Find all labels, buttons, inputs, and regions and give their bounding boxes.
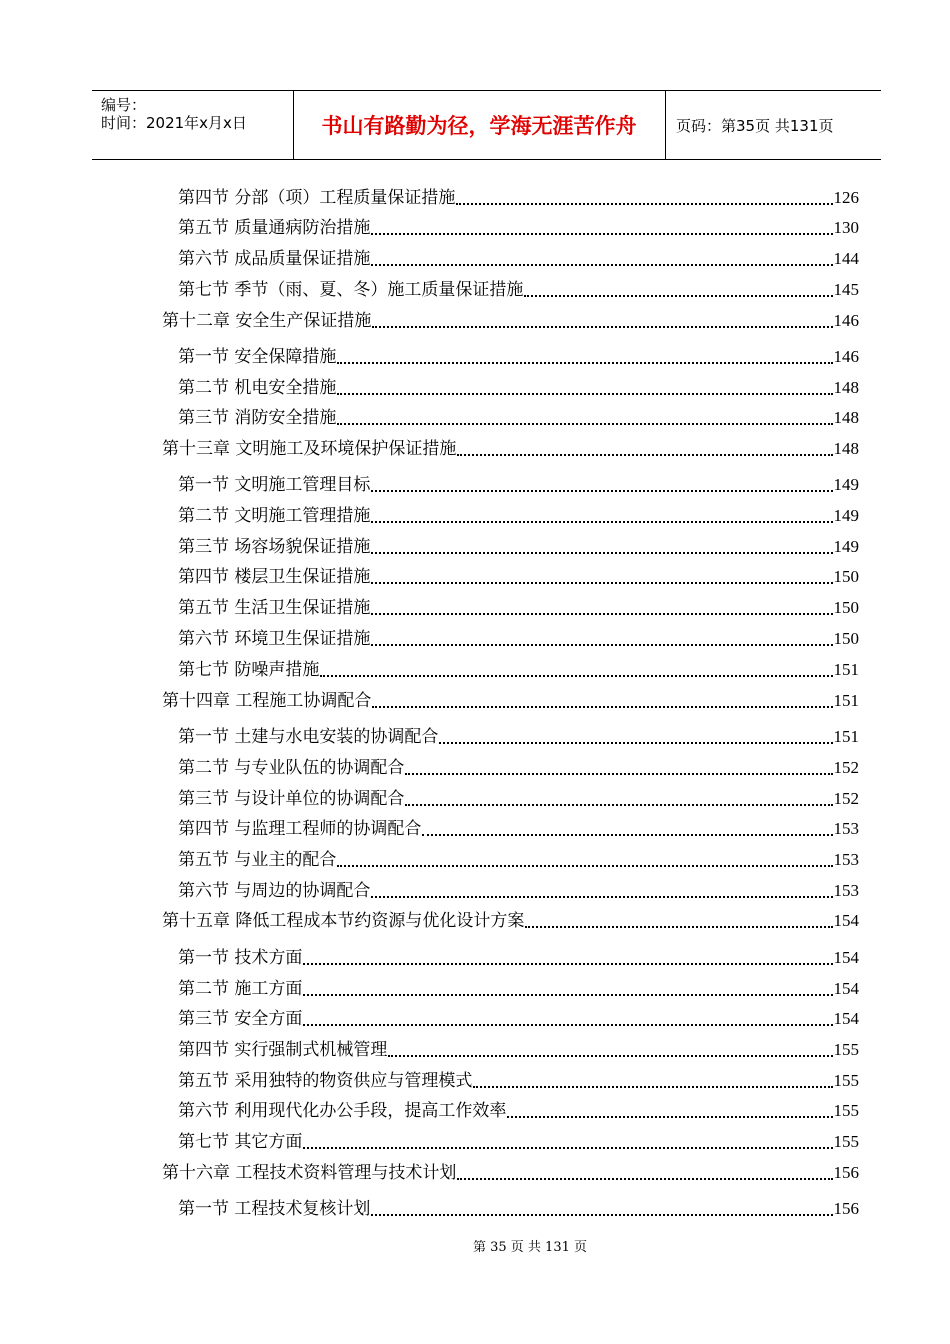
toc-leader-dots [473, 1086, 832, 1088]
toc-section-row[interactable] [178, 596, 859, 620]
toc-leader-dots [337, 393, 832, 395]
toc-leader-dots [405, 773, 832, 775]
footer-page-number: 第 35 页 共 131 页 [472, 1240, 588, 1255]
toc-leader-dots [371, 1214, 832, 1216]
toc-page-number: 153 [833, 881, 859, 900]
toc-entry-title: 第十五章 降低工程成本节约资源与优化设计方案 [162, 911, 525, 931]
toc-leader-dots [337, 362, 832, 364]
toc-entry-title: 第十四章 工程施工协调配合 [162, 691, 372, 711]
toc-leader-dots [303, 1147, 832, 1149]
toc-leader-dots [372, 706, 832, 708]
toc-section-row[interactable] [178, 216, 859, 240]
toc-entry-title: 第五节 与业主的配合 [178, 850, 337, 870]
toc-entry-title: 第六节 与周边的协调配合 [178, 881, 371, 901]
toc-leader-dots [371, 644, 832, 646]
toc-entry-title: 第三节 安全方面 [178, 1009, 303, 1029]
toc-entry-title: 第一节 工程技术复核计划 [178, 1199, 371, 1219]
toc-page-number: 154 [833, 1009, 859, 1028]
toc-entry-title: 第十六章 工程技术资料管理与技术计划 [162, 1163, 457, 1183]
toc-entry-title: 第一节 土建与水电安装的协调配合 [178, 727, 439, 747]
toc-page-number: 151 [833, 727, 859, 746]
toc-leader-dots [405, 804, 832, 806]
toc-leader-dots [320, 675, 832, 677]
toc-section-row[interactable] [178, 247, 859, 271]
toc-section-row[interactable] [178, 946, 859, 970]
header-motto-cell [293, 91, 666, 159]
toc-section-row[interactable] [178, 879, 859, 903]
toc-chapter-row[interactable] [162, 689, 859, 713]
toc-page-number: 149 [833, 537, 859, 556]
toc-entry-title: 第一节 技术方面 [178, 948, 303, 968]
toc-page-number: 153 [833, 850, 859, 869]
toc-leader-dots [371, 552, 832, 554]
toc-entry-title: 第一节 文明施工管理目标 [178, 475, 371, 495]
toc-section-row[interactable] [178, 756, 859, 780]
toc-chapter-row[interactable] [162, 909, 859, 933]
toc-page-number: 145 [833, 280, 859, 299]
toc-page-number: 154 [833, 979, 859, 998]
toc-section-row[interactable] [178, 725, 859, 749]
toc-page-number: 130 [833, 218, 859, 237]
toc-entry-title: 第七节 其它方面 [178, 1132, 303, 1152]
toc-entry-title: 第十三章 文明施工及环境保护保证措施 [162, 439, 457, 459]
toc-leader-dots [371, 233, 832, 235]
toc-entry-title: 第六节 环境卫生保证措施 [178, 629, 371, 649]
toc-leader-dots [456, 203, 832, 205]
toc-leader-dots [372, 326, 832, 328]
toc-entry-title: 第三节 场容场貌保证措施 [178, 537, 371, 557]
toc-section-row[interactable] [178, 848, 859, 872]
toc-entry-title: 第四节 实行强制式机械管理 [178, 1040, 388, 1060]
toc-section-row[interactable] [178, 1069, 859, 1093]
toc-section-row[interactable] [178, 1038, 859, 1062]
header-meta-cell [92, 91, 294, 159]
toc-page-number: 155 [833, 1040, 859, 1059]
toc-page-number: 148 [833, 439, 859, 458]
toc-chapter-row[interactable] [162, 309, 859, 333]
toc-page-number: 150 [833, 629, 859, 648]
toc-leader-dots [388, 1055, 832, 1057]
toc-leader-dots [371, 521, 832, 523]
toc-entry-title: 第五节 生活卫生保证措施 [178, 598, 371, 618]
toc-leader-dots [422, 834, 832, 836]
toc-page-number: 150 [833, 567, 859, 586]
toc-section-row[interactable] [178, 535, 859, 559]
toc-section-row[interactable] [178, 186, 859, 210]
toc-leader-dots [457, 1178, 832, 1180]
toc-entry-title: 第四节 与监理工程师的协调配合 [178, 819, 422, 839]
toc-entry-title: 第七节 季节（雨、夏、冬）施工质量保证措施 [178, 280, 524, 300]
toc-section-row[interactable] [178, 376, 859, 400]
toc-entry-title: 第三节 与设计单位的协调配合 [178, 789, 405, 809]
toc-entry-title: 第十二章 安全生产保证措施 [162, 311, 372, 331]
toc-entry-title: 第二节 机电安全措施 [178, 378, 337, 398]
toc-entry-title: 第五节 质量通病防治措施 [178, 218, 371, 238]
toc-leader-dots [371, 490, 832, 492]
number-label: 编号： [101, 96, 147, 114]
toc-page-number: 151 [833, 691, 859, 710]
toc-section-row[interactable] [178, 1007, 859, 1031]
toc-leader-dots [337, 865, 832, 867]
toc-page-number: 149 [833, 475, 859, 494]
toc-entry-title: 第四节 分部（项）工程质量保证措施 [178, 188, 456, 208]
toc-entry-title: 第二节 施工方面 [178, 979, 303, 999]
toc-chapter-row[interactable] [162, 1161, 859, 1185]
toc-entry-title: 第一节 安全保障措施 [178, 347, 337, 367]
toc-leader-dots [371, 896, 832, 898]
toc-leader-dots [303, 963, 832, 965]
toc-section-row[interactable] [178, 1099, 859, 1123]
time-label: 时间：2021年x月x日 [101, 114, 247, 132]
toc-page-number: 152 [833, 758, 859, 777]
toc-page-number: 149 [833, 506, 859, 525]
toc-leader-dots [371, 264, 832, 266]
toc-page-number: 154 [833, 911, 859, 930]
toc-section-row[interactable] [178, 565, 859, 589]
header-page-cell [666, 91, 881, 159]
toc-page-number: 152 [833, 789, 859, 808]
toc-page-number: 146 [833, 347, 859, 366]
toc-chapter-row[interactable] [162, 437, 859, 461]
page-footer [0, 1236, 950, 1255]
toc-page-number: 155 [833, 1071, 859, 1090]
toc-page-number: 151 [833, 660, 859, 679]
toc-section-row[interactable] [178, 473, 859, 497]
toc-page-number: 148 [833, 378, 859, 397]
toc-page-number: 144 [833, 249, 859, 268]
toc-page-number: 156 [833, 1163, 859, 1182]
toc-entry-title: 第五节 采用独特的物资供应与管理模式 [178, 1071, 473, 1091]
page-label: 页码：第35页 共131页 [676, 116, 834, 135]
toc-leader-dots [371, 582, 832, 584]
toc-leader-dots [525, 926, 832, 928]
toc-leader-dots [337, 423, 832, 425]
toc-entry-title: 第三节 消防安全措施 [178, 408, 337, 428]
toc-page-number: 126 [833, 188, 859, 207]
toc-entry-title: 第二节 与专业队伍的协调配合 [178, 758, 405, 778]
toc-page-number: 155 [833, 1101, 859, 1120]
toc-leader-dots [507, 1116, 832, 1118]
page-header [92, 90, 881, 160]
toc-section-row[interactable] [178, 1197, 859, 1221]
toc-page-number: 155 [833, 1132, 859, 1151]
toc-page-number: 150 [833, 598, 859, 617]
toc-section-row[interactable] [178, 658, 859, 682]
toc-page-number: 156 [833, 1199, 859, 1218]
toc-leader-dots [303, 994, 832, 996]
toc-section-row[interactable] [178, 977, 859, 1001]
toc-section-row[interactable] [178, 787, 859, 811]
toc-leader-dots [371, 613, 832, 615]
toc-leader-dots [439, 742, 832, 744]
motto-text: 书山有路勤为径，学海无涯苦作舟 [321, 114, 637, 138]
toc-section-row[interactable] [178, 1130, 859, 1154]
toc-section-row[interactable] [178, 406, 859, 430]
toc-section-row[interactable] [178, 345, 859, 369]
toc-entry-title: 第四节 楼层卫生保证措施 [178, 567, 371, 587]
toc-section-row[interactable] [178, 504, 859, 528]
toc-leader-dots [457, 454, 832, 456]
toc-entry-title: 第六节 成品质量保证措施 [178, 249, 371, 269]
toc-section-row[interactable] [178, 627, 859, 651]
toc-page-number: 153 [833, 819, 859, 838]
toc-page-number: 146 [833, 311, 859, 330]
toc-entry-title: 第六节 利用现代化办公手段，提高工作效率 [178, 1101, 507, 1121]
toc-entry-title: 第七节 防噪声措施 [178, 660, 320, 680]
toc-leader-dots [303, 1024, 832, 1026]
toc-page-number: 154 [833, 948, 859, 967]
toc-entry-title: 第二节 文明施工管理措施 [178, 506, 371, 526]
toc-page-number: 148 [833, 408, 859, 427]
toc-section-row[interactable] [178, 278, 859, 302]
toc-leader-dots [524, 295, 832, 297]
toc-section-row[interactable] [178, 817, 859, 841]
